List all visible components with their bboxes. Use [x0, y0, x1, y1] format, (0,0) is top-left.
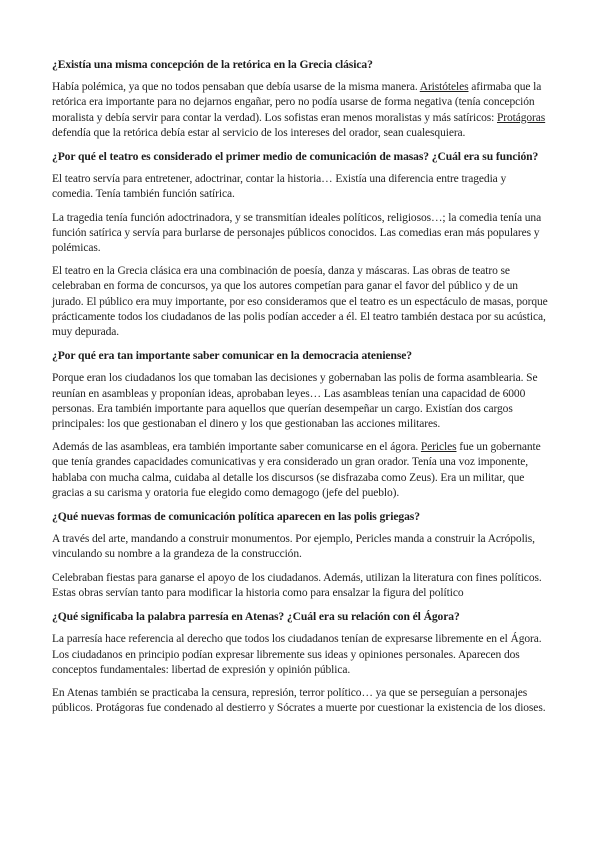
- paragraph: [52, 264, 548, 340]
- paragraph: [52, 571, 548, 601]
- text-run: El teatro servía para entretener, adoctrinar, contar la historia… Existía una diferencia entre tragedia y comedia. Tenía también función satírica.: [52, 173, 507, 201]
- section-heading: ¿Qué significaba la palabra parresía en Atenas? ¿Cuál era su relación con él Ágora?: [52, 610, 460, 624]
- underlined-term-pericles: Pericles: [420, 441, 457, 454]
- paragraph: [52, 80, 548, 141]
- paragraph: [52, 440, 548, 501]
- paragraph: [52, 532, 548, 562]
- section-retorica: [52, 57, 548, 141]
- paragraph: [52, 632, 548, 678]
- paragraph: [52, 211, 548, 257]
- text-run: A través del arte, mandando a construir monumentos. Por ejemplo, Pericles manda a construir la Acrópolis, vinculando su nombre a la grandeza de la construcción.: [52, 533, 535, 561]
- document-body: [52, 57, 548, 724]
- text-run: La parresía hace referencia al derecho que todos los ciudadanos tenían de expresarse libremente en el Ágora. Los ciudadanos en principio podían expresar libremente sus ideas y opiniones personales. Aparecen dos conceptos fundamentales: libertad de expresión y opinión pública.: [52, 633, 542, 676]
- text-run: En Atenas también se practicaba la censura, represión, terror político… ya que se perseguían a personajes públicos. Protágoras fue condenado al destierro y Sócrates a muerte por cuestionar la existencia de los dioses.: [52, 686, 546, 715]
- text-run: fue un gobernante que tenía grandes capacidades comunicativas y era considerado un gran orador. Tenía una voz imponente, hablaba con mucha calma, cuidaba al detalle los discursos (se disfrazaba como Zeus). Era un militar, que gracias a su carisma y oratoria fue elegido como demagogo (jefe del pueblo).: [52, 441, 541, 499]
- text-run: defendía que la retórica debía estar al servicio de los intereses del orador, sean cualesquiera.: [52, 126, 466, 139]
- section-parresia: [52, 609, 548, 716]
- section-heading: ¿Qué nuevas formas de comunicación política aparecen en las polis griegas?: [52, 510, 420, 524]
- paragraph: [52, 172, 548, 202]
- underlined-term-protagoras: Protágoras: [496, 111, 546, 124]
- underlined-term-aristoteles: Aristóteles: [419, 81, 469, 94]
- text-run: Había polémica, ya que no todos pensaban que debía usarse de la misma manera.: [52, 81, 420, 94]
- paragraph: [52, 686, 548, 716]
- section-heading: ¿Por qué era tan importante saber comunicar en la democracia ateniense?: [52, 349, 412, 363]
- text-run: afirmaba que la retórica era importante para no dejarnos engañar, pero no podía usarse de forma negativa (tenía concepción moralista y debía servir para contar la verdad). Los sofistas eran menos moralistas y más satíricos:: [52, 81, 542, 124]
- section-heading: ¿Por qué el teatro es considerado el primer medio de comunicación de masas? ¿Cuál era su función?: [52, 150, 539, 164]
- text-run: Celebraban fiestas para ganarse el apoyo de los ciudadanos. Además, utilizan la literatura con fines políticos. Estas obras servían tanto para modificar la historia como para ensalzar la figura del político: [52, 571, 542, 599]
- text-run: La tragedia tenía función adoctrinadora, y se transmitían ideales políticos, religiosos…; la comedia tenía una función satírica y servía para burlarse de personajes públicos conocidos. Las comedias eran más populares y polémicas.: [52, 211, 542, 255]
- section-comunicacion-politica: [52, 509, 548, 601]
- section-teatro: [52, 149, 548, 340]
- section-democracia: [52, 348, 548, 501]
- text-run: El teatro en la Grecia clásica era una combinación de poesía, danza y máscaras. Las obras de teatro se celebraban en forma de concursos, ya que los autores competían para ganar el favor del público y de un jurado. El público era muy importante, por eso consideramos que el teatro es un espectáculo de masas, porque prácticamente todos los ciudadanos de las polis podían acceder a él. El teatro también destaca por su acústica, muy depurada.: [52, 265, 548, 339]
- paragraph: [52, 371, 548, 432]
- text-run: Porque eran los ciudadanos los que tomaban las decisiones y gobernaban las polis de forma asamblearia. Se reunían en asambleas y proponían ideas, aprobaban leyes… Las asambleas tenían una capacidad de 6000 personas. Era también importante para aquellos que querían desempeñar un cargo. Existían dos cargos principales: los que gestionaban el dinero y los que gestionaban las acciones militares.: [52, 372, 538, 431]
- section-heading: ¿Existía una misma concepción de la retórica en la Grecia clásica?: [52, 58, 373, 71]
- text-run: Además de las asambleas, era también importante saber comunicarse en el ágora.: [52, 441, 421, 454]
